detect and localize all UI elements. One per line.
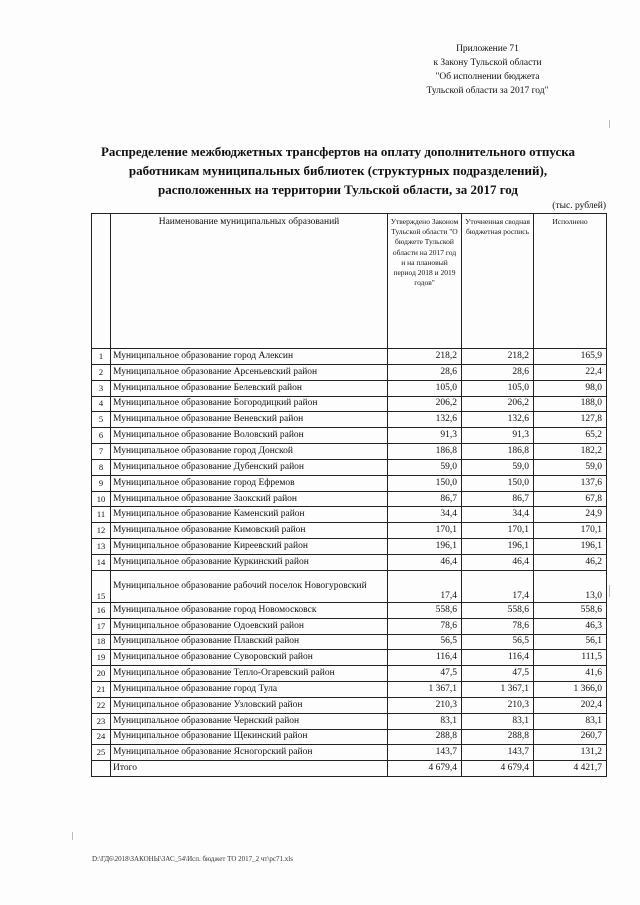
row-approved: 196,1 (388, 539, 462, 555)
table-row (92, 539, 607, 555)
table-row (92, 349, 607, 365)
appendix-line-4: Тульской области за 2017 год" (426, 86, 549, 96)
row-number: 7 (92, 444, 111, 460)
row-name: Муниципальное образование Одоевский район (111, 618, 388, 634)
row-name: Муниципальное образование Кимовский район (111, 523, 388, 539)
appendix-line-2: к Закону Тульской области (433, 58, 542, 68)
row-name: Муниципальное образование Ясногорский район (111, 745, 388, 761)
appendix-note (400, 42, 575, 98)
table-row (92, 666, 607, 682)
table-row (92, 523, 607, 539)
row-refined: 105,0 (462, 380, 534, 396)
total-row (92, 761, 607, 777)
row-executed: 182,2 (534, 444, 607, 460)
table-row (92, 729, 607, 745)
row-approved: 210,3 (388, 697, 462, 713)
row-refined: 47,5 (462, 666, 534, 682)
row-number: 23 (92, 713, 111, 729)
row-name: Муниципальное образование город Ефремов (111, 475, 388, 491)
row-number: 16 (92, 602, 111, 618)
row-number: 24 (92, 729, 111, 745)
row-name: Муниципальное образование Суворовский район (111, 650, 388, 666)
row-refined: 46,4 (462, 554, 534, 570)
row-number: 2 (92, 364, 111, 380)
row-refined: 170,1 (462, 523, 534, 539)
row-name: Муниципальное образование Каменский район (111, 507, 388, 523)
table-row (92, 570, 607, 602)
row-approved: 143,7 (388, 745, 462, 761)
row-executed: 83,1 (534, 713, 607, 729)
total-label: Итого (111, 761, 388, 777)
row-executed: 59,0 (534, 459, 607, 475)
table-row (92, 459, 607, 475)
row-approved: 78,6 (388, 618, 462, 634)
table-row (92, 697, 607, 713)
table-row (92, 745, 607, 761)
row-name: Муниципальное образование город Тула (111, 682, 388, 698)
table-row (92, 380, 607, 396)
row-name: Муниципальное образование Тепло-Огаревский район (111, 666, 388, 682)
row-number: 15 (92, 570, 111, 602)
row-executed: 131,2 (534, 745, 607, 761)
row-executed: 165,9 (534, 349, 607, 365)
row-approved: 46,4 (388, 554, 462, 570)
row-name: Муниципальное образование Заокский район (111, 491, 388, 507)
row-refined: 17,4 (462, 570, 534, 602)
row-refined: 116,4 (462, 650, 534, 666)
row-number: 11 (92, 507, 111, 523)
row-refined: 206,2 (462, 396, 534, 412)
row-executed: 13,0 (534, 570, 607, 602)
row-number: 12 (92, 523, 111, 539)
row-name: Муниципальное образование город Донской (111, 444, 388, 460)
title-line-2: работникам муниципальных библиотек (структурных подразделений), (128, 163, 548, 178)
row-name: Муниципальное образование Плавский район (111, 634, 388, 650)
row-executed: 67,8 (534, 491, 607, 507)
row-refined: 56,5 (462, 634, 534, 650)
row-approved: 288,8 (388, 729, 462, 745)
row-name: Муниципальное образование Богородицкий район (111, 396, 388, 412)
row-executed: 56,1 (534, 634, 607, 650)
row-number: 5 (92, 412, 111, 428)
row-number: 6 (92, 428, 111, 444)
row-number: 3 (92, 380, 111, 396)
row-name: Муниципальное образование Узловский район (111, 697, 388, 713)
row-executed: 46,2 (534, 554, 607, 570)
row-number: 21 (92, 682, 111, 698)
title-line-3: расположенных на территории Тульской области, за 2017 год (157, 182, 519, 197)
row-name: Муниципальное образование город Новомосковск (111, 602, 388, 618)
row-approved: 132,6 (388, 412, 462, 428)
row-refined: 34,4 (462, 507, 534, 523)
row-number: 4 (92, 396, 111, 412)
row-name: Муниципальное образование Чернский район (111, 713, 388, 729)
row-executed: 22,4 (534, 364, 607, 380)
row-number: 17 (92, 618, 111, 634)
table-row (92, 682, 607, 698)
row-executed: 188,0 (534, 396, 607, 412)
row-refined: 132,6 (462, 412, 534, 428)
total-executed: 4 421,7 (534, 761, 607, 777)
row-approved: 86,7 (388, 491, 462, 507)
row-number: 1 (92, 349, 111, 365)
row-approved: 59,0 (388, 459, 462, 475)
table-row (92, 618, 607, 634)
table-row (92, 634, 607, 650)
table-row (92, 475, 607, 491)
row-name: Муниципальное образование Воловский район (111, 428, 388, 444)
header-refined: Уточненная сводная бюджетная роспись (462, 214, 534, 349)
scan-artifact (609, 585, 610, 597)
row-refined: 558,6 (462, 602, 534, 618)
row-approved: 34,4 (388, 507, 462, 523)
appendix-line-3: "Об исполнении бюджета (435, 72, 540, 82)
row-name: Муниципальное образование Киреевский район (111, 539, 388, 555)
row-name: Муниципальное образование рабочий поселок Новогуровский (111, 570, 388, 602)
row-executed: 127,8 (534, 412, 607, 428)
row-name: Муниципальное образование Дубенский район (111, 459, 388, 475)
row-executed: 24,9 (534, 507, 607, 523)
row-name: Муниципальное образование Арсеньевский район (111, 364, 388, 380)
row-executed: 260,7 (534, 729, 607, 745)
row-approved: 105,0 (388, 380, 462, 396)
total-approved: 4 679,4 (388, 761, 462, 777)
row-executed: 202,4 (534, 697, 607, 713)
row-executed: 41,6 (534, 666, 607, 682)
row-approved: 206,2 (388, 396, 462, 412)
row-refined: 28,6 (462, 364, 534, 380)
row-number: 25 (92, 745, 111, 761)
row-refined: 143,7 (462, 745, 534, 761)
table-row (92, 554, 607, 570)
row-refined: 196,1 (462, 539, 534, 555)
row-number: 19 (92, 650, 111, 666)
row-refined: 210,3 (462, 697, 534, 713)
total-number (92, 761, 111, 777)
row-executed: 98,0 (534, 380, 607, 396)
row-number: 8 (92, 459, 111, 475)
row-number: 14 (92, 554, 111, 570)
table-row (92, 428, 607, 444)
row-refined: 59,0 (462, 459, 534, 475)
row-name: Муниципальное образование Веневский район (111, 412, 388, 428)
row-refined: 218,2 (462, 349, 534, 365)
header-number (92, 214, 111, 349)
row-executed: 558,6 (534, 602, 607, 618)
table-row (92, 713, 607, 729)
row-name: Муниципальное образование Белевский район (111, 380, 388, 396)
table-row (92, 650, 607, 666)
row-number: 9 (92, 475, 111, 491)
table-row (92, 396, 607, 412)
row-refined: 150,0 (462, 475, 534, 491)
row-approved: 47,5 (388, 666, 462, 682)
header-name: Наименование муниципальных образований (111, 214, 388, 349)
row-approved: 91,3 (388, 428, 462, 444)
transfers-table (91, 213, 607, 777)
row-executed: 46,3 (534, 618, 607, 634)
row-executed: 1 366,0 (534, 682, 607, 698)
row-refined: 288,8 (462, 729, 534, 745)
row-approved: 186,8 (388, 444, 462, 460)
row-executed: 170,1 (534, 523, 607, 539)
row-approved: 150,0 (388, 475, 462, 491)
scan-artifact (609, 120, 610, 128)
row-approved: 218,2 (388, 349, 462, 365)
row-refined: 86,7 (462, 491, 534, 507)
row-approved: 28,6 (388, 364, 462, 380)
title-line-1: Распределение межбюджетных трансфертов на оплату дополнительного отпуска (100, 144, 576, 159)
row-refined: 186,8 (462, 444, 534, 460)
row-approved: 83,1 (388, 713, 462, 729)
appendix-line-1: Приложение 71 (456, 44, 519, 54)
row-approved: 170,1 (388, 523, 462, 539)
row-name: Муниципальное образование Щекинский район (111, 729, 388, 745)
row-executed: 196,1 (534, 539, 607, 555)
scan-artifact (72, 832, 73, 840)
row-name: Муниципальное образование Куркинский район (111, 554, 388, 570)
header-approved: Утверждено Законом Тульской области "О бюджете Тульской области на 2017 год и на плановый период 2018 и 2019 годов" (388, 214, 462, 349)
row-number: 20 (92, 666, 111, 682)
row-approved: 56,5 (388, 634, 462, 650)
row-refined: 1 367,1 (462, 682, 534, 698)
row-refined: 78,6 (462, 618, 534, 634)
row-number: 10 (92, 491, 111, 507)
row-executed: 137,6 (534, 475, 607, 491)
row-executed: 111,5 (534, 650, 607, 666)
row-approved: 1 367,1 (388, 682, 462, 698)
file-path-footer: D:\ГД6\2018\ЗАКОНЫ\ЗАС_54\Исп. бюджет ТО 2017_2 чт\рс71.xls (92, 855, 293, 863)
row-number: 22 (92, 697, 111, 713)
table-row (92, 491, 607, 507)
table-row (92, 412, 607, 428)
document-title (70, 142, 606, 199)
row-approved: 116,4 (388, 650, 462, 666)
table-body (92, 349, 607, 777)
row-refined: 83,1 (462, 713, 534, 729)
row-number: 18 (92, 634, 111, 650)
row-name: Муниципальное образование город Алексин (111, 349, 388, 365)
row-executed: 65,2 (534, 428, 607, 444)
row-number: 13 (92, 539, 111, 555)
row-refined: 91,3 (462, 428, 534, 444)
table-row (92, 507, 607, 523)
table-row (92, 444, 607, 460)
row-approved: 17,4 (388, 570, 462, 602)
table-row (92, 364, 607, 380)
total-refined: 4 679,4 (462, 761, 534, 777)
table-header-row (92, 214, 607, 349)
table-row (92, 602, 607, 618)
row-approved: 558,6 (388, 602, 462, 618)
header-executed: Исполнено (534, 214, 607, 349)
units-label: (тыс. рублей) (552, 201, 606, 211)
